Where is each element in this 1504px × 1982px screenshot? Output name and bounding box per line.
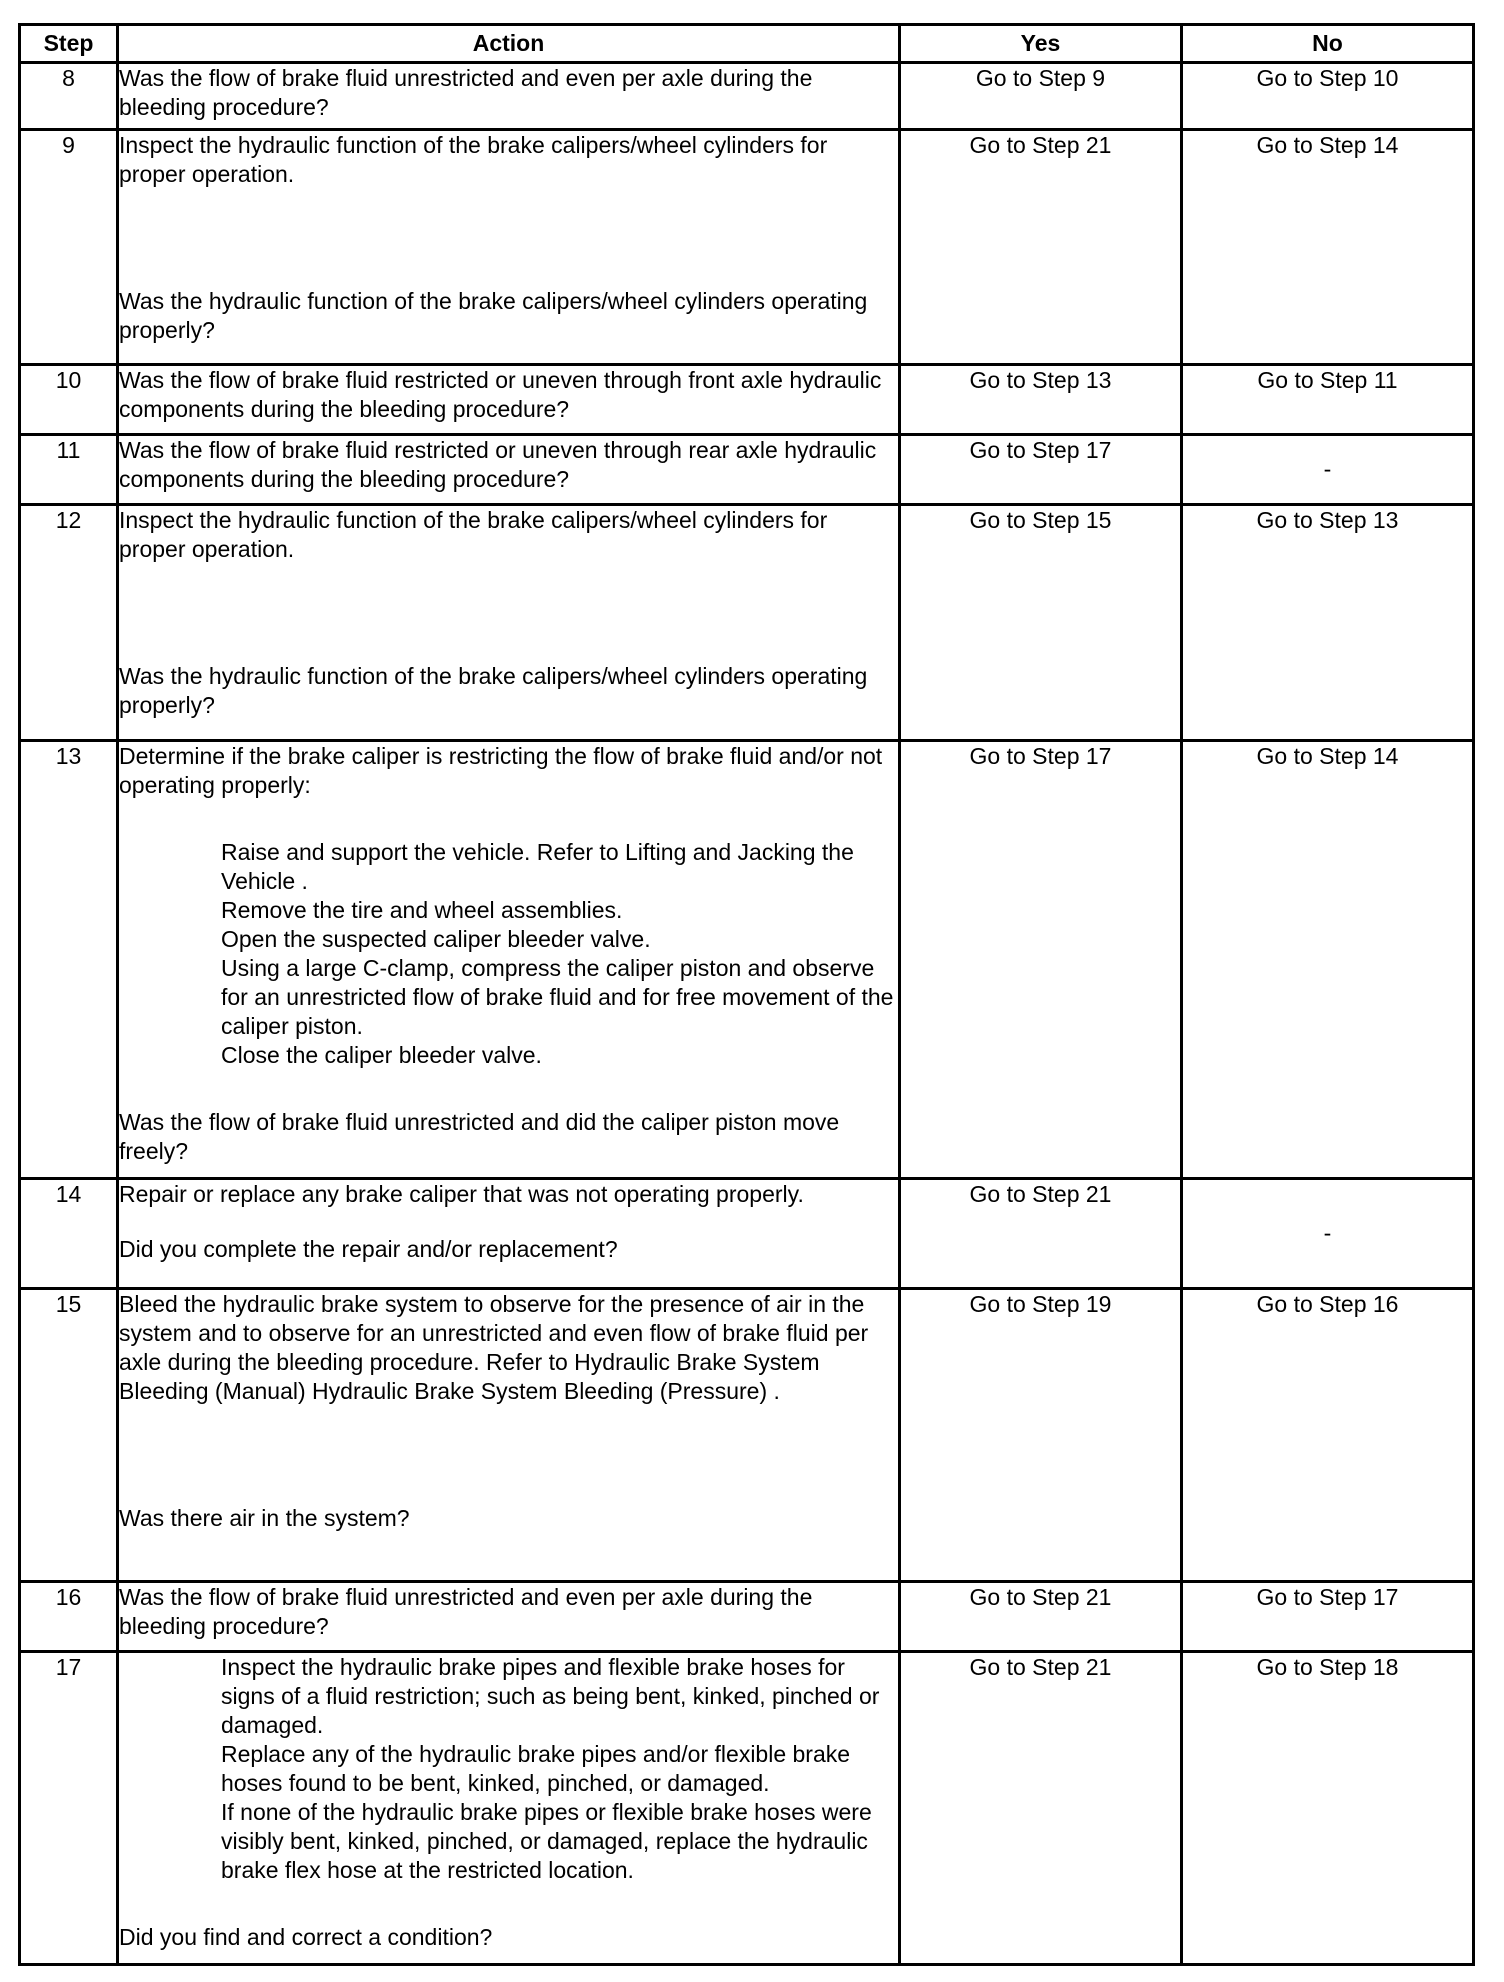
table-row	[20, 435, 1474, 505]
diagnostic-table	[18, 23, 1475, 1966]
action-text: Inspect the hydraulic function of the brake calipers/wheel cylinders for proper operation.	[119, 507, 828, 562]
table-row	[20, 365, 1474, 435]
no-result: Go to Step 13	[1182, 505, 1474, 741]
question-text: Was the flow of brake fluid unrestricted and did the caliper piston move freely?	[119, 1109, 840, 1164]
procedure-step: Inspect the hydraulic brake pipes and flexible brake hoses for signs of a fluid restriction; such as being bent, kinked, pinched or damaged.	[221, 1654, 880, 1738]
action-cell	[118, 741, 900, 1179]
action-cell	[118, 1289, 900, 1582]
action-text: Inspect the hydraulic function of the brake calipers/wheel cylinders for proper operation.	[119, 132, 828, 187]
table-row	[20, 63, 1474, 130]
no-result: -	[1182, 1179, 1474, 1289]
question-text: Was the flow of brake fluid unrestricted and even per axle during the bleeding procedure?	[119, 1584, 813, 1639]
procedure-step: Replace any of the hydraulic brake pipes and/or flexible brake hoses found to be bent, kinked, pinched, or damaged.	[221, 1741, 851, 1796]
header-action: Action	[118, 25, 900, 63]
no-result: Go to Step 11	[1182, 365, 1474, 435]
question-text: Was the flow of brake fluid restricted or uneven through front axle hydraulic components during the bleeding procedure?	[119, 367, 882, 422]
yes-result: Go to Step 19	[900, 1289, 1182, 1582]
procedure-step: Remove the tire and wheel assemblies.	[221, 897, 623, 923]
question-text: Did you find and correct a condition?	[119, 1924, 493, 1950]
action-text: Determine if the brake caliper is restricting the flow of brake fluid and/or not operating properly:	[119, 743, 883, 798]
no-result: Go to Step 10	[1182, 63, 1474, 130]
action-cell	[118, 130, 900, 365]
no-result: Go to Step 14	[1182, 130, 1474, 365]
action-cell	[118, 435, 900, 505]
action-text: Was the flow of brake fluid unrestricted and even per axle during the bleeding procedure?	[119, 65, 813, 120]
question-text: Was the flow of brake fluid restricted or uneven through rear axle hydraulic components during the bleeding procedure?	[119, 437, 877, 492]
step-number: 8	[20, 63, 118, 130]
no-result: Go to Step 17	[1182, 1582, 1474, 1652]
yes-result: Go to Step 21	[900, 1179, 1182, 1289]
action-cell	[118, 505, 900, 741]
yes-result: Go to Step 21	[900, 1582, 1182, 1652]
yes-result: Go to Step 17	[900, 741, 1182, 1179]
question-text: Was the hydraulic function of the brake calipers/wheel cylinders operating properly?	[119, 663, 868, 718]
question-text: Was the hydraulic function of the brake calipers/wheel cylinders operating properly?	[119, 288, 868, 343]
no-result: Go to Step 14	[1182, 741, 1474, 1179]
action-cell	[118, 1179, 900, 1289]
procedure-step: If none of the hydraulic brake pipes or flexible brake hoses were visibly bent, kinked, pinched, or damaged, replace the hydraulic brake flex hose at the restricted location.	[221, 1799, 872, 1883]
table-row	[20, 505, 1474, 741]
yes-result: Go to Step 21	[900, 130, 1182, 365]
action-cell	[118, 63, 900, 130]
table-row	[20, 130, 1474, 365]
step-number: 14	[20, 1179, 118, 1289]
yes-result: Go to Step 13	[900, 365, 1182, 435]
question-text: Was there air in the system?	[119, 1505, 410, 1531]
procedure-step: Close the caliper bleeder valve.	[221, 1042, 542, 1068]
action-cell	[118, 1582, 900, 1652]
step-number: 10	[20, 365, 118, 435]
procedure-step: Raise and support the vehicle. Refer to Lifting and Jacking the Vehicle .	[221, 839, 854, 894]
step-number: 16	[20, 1582, 118, 1652]
step-number: 17	[20, 1652, 118, 1965]
header-row	[20, 25, 1474, 63]
yes-result: Go to Step 15	[900, 505, 1182, 741]
step-number: 9	[20, 130, 118, 365]
action-cell	[118, 365, 900, 435]
header-no: No	[1182, 25, 1474, 63]
yes-result: Go to Step 17	[900, 435, 1182, 505]
action-text: Bleed the hydraulic brake system to observe for the presence of air in the system and to observe for an unrestricted and even flow of brake fluid per axle during the bleeding procedure. Refer to Hydraulic Brake System Bleeding (Manual) Hydraulic Brake System Bleeding (Pressure) .	[119, 1291, 869, 1404]
step-number: 15	[20, 1289, 118, 1582]
table-row	[20, 741, 1474, 1179]
yes-result: Go to Step 21	[900, 1652, 1182, 1965]
step-number: 11	[20, 435, 118, 505]
no-result: Go to Step 18	[1182, 1652, 1474, 1965]
header-step: Step	[20, 25, 118, 63]
table-row	[20, 1289, 1474, 1582]
question-text: Did you complete the repair and/or replacement?	[119, 1236, 618, 1262]
step-number: 12	[20, 505, 118, 741]
step-number: 13	[20, 741, 118, 1179]
procedure-step: Using a large C-clamp, compress the caliper piston and observe for an unrestricted flow of brake fluid and for free movement of the caliper piston.	[221, 955, 894, 1039]
no-result: -	[1182, 435, 1474, 505]
table-row	[20, 1652, 1474, 1965]
no-result: Go to Step 16	[1182, 1289, 1474, 1582]
table-row	[20, 1582, 1474, 1652]
procedure-step: Open the suspected caliper bleeder valve.	[221, 926, 651, 952]
header-yes: Yes	[900, 25, 1182, 63]
action-cell	[118, 1652, 900, 1965]
yes-result: Go to Step 9	[900, 63, 1182, 130]
table-row	[20, 1179, 1474, 1289]
action-text: Repair or replace any brake caliper that was not operating properly.	[119, 1181, 804, 1207]
